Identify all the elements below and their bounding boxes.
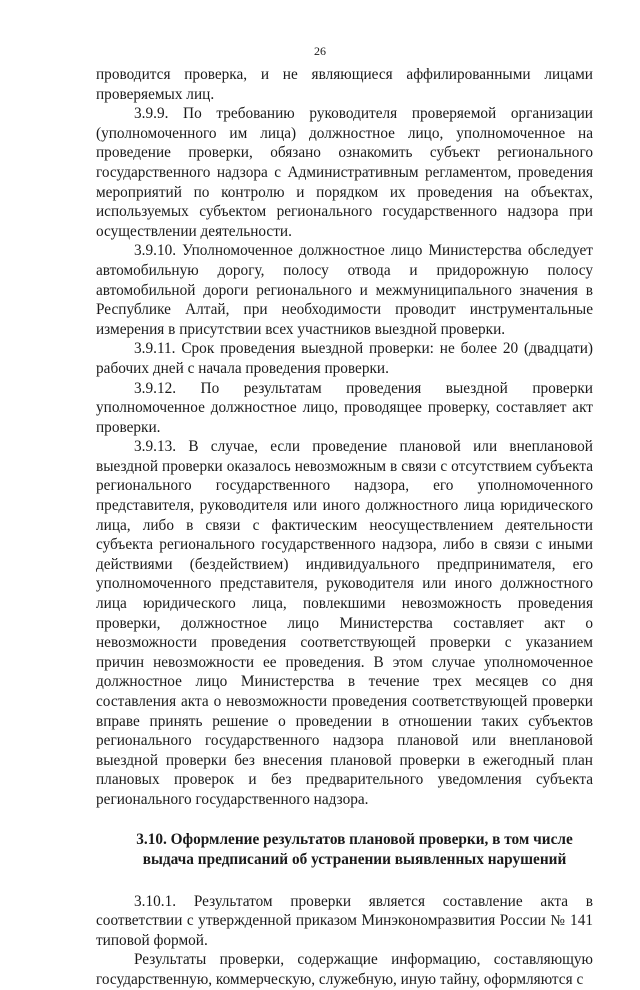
page-number: 26 — [314, 44, 326, 58]
document-body — [96, 65, 593, 990]
paragraph-3-9-9: 3.9.9. По требованию руководителя проверяемой организации (уполномоченного им лица) должностное лицо, уполномоченное на проведение проверки, обязано ознакомить субъект регионального государственного надзора с Административным регламентом, проведения мероприятий по контролю и порядком их проведения на объектах, используемых субъектом регионального государственного надзора при осуществлении деятельности. — [96, 105, 593, 240]
section-heading-3-10 — [96, 830, 593, 870]
section-heading-line-1: 3.10. Оформление результатов плановой проверки, в том числе — [136, 830, 573, 848]
paragraph-3-9-11: 3.9.11. Срок проведения выездной проверки: не более 20 (двадцати) рабочих дней с начала проведения проверки. — [96, 340, 593, 377]
paragraph-continuation: проводится проверка, и не являющиеся аффилированными лицами проверяемых лиц. — [96, 66, 593, 103]
paragraph-3-9-10: 3.9.10. Уполномоченное должностное лицо Министерства обследует автомобильную дорогу, полосу отвода и придорожную полосу автомобильной дороги регионального и межмуниципального значения в Республике Алтай, при необходимости проводит инструментальные измерения в присутствии всех участников выездной проверки. — [96, 242, 593, 338]
section-heading-line-2: выдача предписаний об устранении выявленных нарушений — [142, 850, 567, 868]
paragraph-3-9-12: 3.9.12. По результатам проведения выездной проверки уполномоченное должностное лицо, проводящее проверку, составляет акт проверки. — [96, 379, 593, 436]
paragraph-3-9-13: 3.9.13. В случае, если проведение плановой или внеплановой выездной проверки оказалось невозможным в связи с отсутствием субъекта регионального государственного надзора, его уполномоченного представителя, руководителя или иного должностного лица юридического лица, либо в связи с фактическим неосуществлением деятельности субъекта регионального государственного надзора, либо в связи с иными действиями (бездействием) индивидуального предпринимателя, его уполномоченного представителя, руководителя или иного должностного лица юридического лица, повлекшими невозможность проведения проверки, должностное лицо Министерства составляет акт о невозможности проведения соответствующей проверки с указанием причин невозможности ее проведения. В этом случае уполномоченное должностное лицо Министерства в течение трех месяцев со дня составления акта о невозможности проведения соответствующей проверки вправе принять решение о проведении в отношении таких субъектов регионального государственного надзора плановой или внеплановой выездной проверки без внесения плановой проверки в ежегодный план плановых проверок и без предварительного уведомления субъекта регионального государственного надзора. — [96, 438, 593, 808]
paragraph-3-10-1: 3.10.1. Результатом проверки является составление акта в соответствии с утвержденной приказом Минэкономразвития России № 141 типовой формой. — [96, 892, 593, 949]
paragraph-results: Результаты проверки, содержащие информацию, составляющую государственную, коммерческую, служебную, иную тайну, оформляются с — [96, 951, 593, 988]
